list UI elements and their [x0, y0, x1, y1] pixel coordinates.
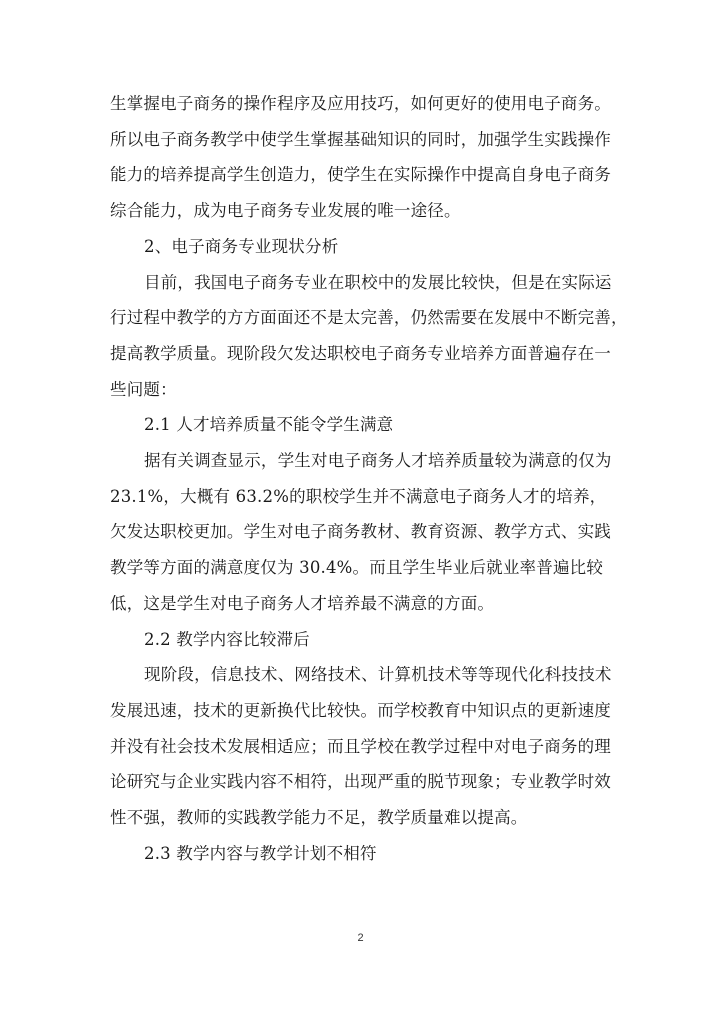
text-line: 23.1%，大概有 63.2%的职校学生并不满意电子商务人才的培养， — [110, 486, 607, 506]
subsection-heading: 2.2 教学内容比较滞后 — [144, 629, 310, 649]
text-line: 教学等方面的满意度仅为 30.4%。而且学生毕业后就业率普遍比较 — [110, 558, 604, 578]
section-heading: 2、电子商务专业现状分析 — [144, 236, 339, 256]
text-line: 行过程中教学的方方面面还不是太完善，仍然需要在发展中不断完善， — [110, 308, 628, 328]
text-line: 现阶段，信息技术、网络技术、计算机技术等等现代化科技技术 — [144, 665, 612, 685]
text-line: 欠发达职校更加。学生对电子商务教材、教育资源、教学方式、实践 — [110, 522, 611, 542]
text-line: 所以电子商务教学中使学生掌握基础知识的同时，加强学生实践操作 — [110, 129, 611, 149]
text-line: 能力的培养提高学生创造力，使学生在实际操作中提高自身电子商务 — [110, 165, 611, 185]
subsection-heading: 2.3 教学内容与教学计划不相符 — [144, 843, 377, 863]
text-line: 论研究与企业实践内容不相符，出现严重的脱节现象；专业教学时效 — [110, 772, 611, 792]
subsection-heading: 2.1 人才培养质量不能令学生满意 — [144, 415, 394, 435]
text-line: 提高教学质量。现阶段欠发达职校电子商务专业培养方面普遍存在一 — [110, 343, 611, 363]
text-line: 性不强，教师的实践教学能力不足，教学质量难以提高。 — [110, 808, 528, 828]
text-line: 并没有社会技术发展相适应；而且学校在教学过程中对电子商务的理 — [110, 736, 611, 756]
page-number: 2 — [357, 932, 364, 944]
text-line: 发展迅速，技术的更新换代比较快。而学校教育中知识点的更新速度 — [110, 700, 611, 720]
text-line: 低，这是学生对电子商务人才培养最不满意的方面。 — [110, 593, 495, 613]
text-line: 生掌握电子商务的操作程序及应用技巧，如何更好的使用电子商务。 — [110, 94, 611, 113]
text-line: 据有关调查显示，学生对电子商务人才培养质量较为满意的仅为 — [144, 451, 612, 471]
text-line: 些问题： — [110, 379, 177, 399]
text-line: 目前，我国电子商务专业在职校中的发展比较快，但是在实际运 — [144, 272, 612, 292]
document-body — [110, 86, 628, 871]
text-line: 综合能力，成为电子商务专业发展的唯一途径。 — [110, 201, 461, 221]
